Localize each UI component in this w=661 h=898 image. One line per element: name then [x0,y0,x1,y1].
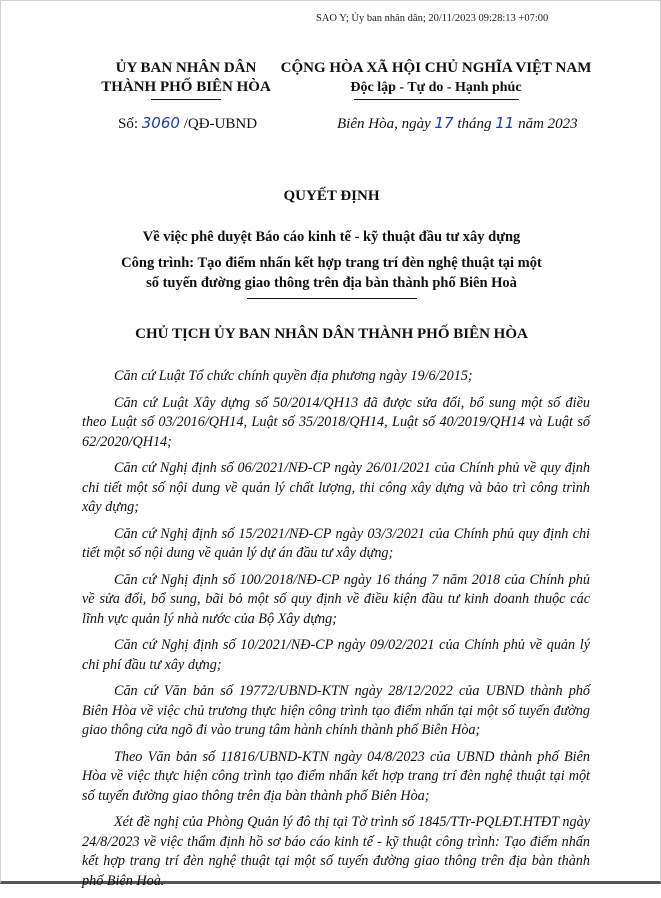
paragraph: Căn cứ Nghị định số 06/2021/NĐ-CP ngày 26/01/2021 của Chính phủ về quy định chi tiết một số nội dung về quản lý chất lượng, thi công xây dựng và bảo trì công trình xây dựng; [82,460,590,515]
paragraph: Căn cứ Nghị định số 10/2021/NĐ-CP ngày 09/02/2021 của Chính phủ về quản lý chi phí đầu tư xây dựng; [82,637,590,673]
number-label: Số: [118,116,139,132]
national-title: CỘNG HÒA XÃ HỘI CHỦ NGHĨA VIỆT NAM [280,60,592,76]
paragraph: Theo Văn bản số 11816/UBND-KTN ngày 04/8/2023 của UBND thành phố Biên Hòa về việc thực hiện công trình tạo điểm nhấn kết hợp trang trí đèn nghệ thuật tại một số tuyến đường giao thông trên địa bàn thành phố Biên Hòa; [82,748,590,804]
document-title: QUYẾT ĐỊNH [283,188,380,204]
number-suffix: /QĐ-UBND [183,116,258,132]
subject-line-1: Về việc phê duyệt Báo cáo kinh tế - kỹ thuật đầu tư xây dựng [142,229,521,245]
agency-line-1: ỦY BAN NHÂN DÂN [115,60,257,76]
national-motto: Độc lập - Tự do - Hạnh phúc [350,80,522,95]
handwritten-number: 3060 [141,114,180,132]
motto-underline [354,99,519,100]
agency-line-2: THÀNH PHỐ BIÊN HÒA [101,79,271,95]
paragraph: Căn cứ Nghị định số 15/2021/NĐ-CP ngày 03/3/2021 của Chính phủ quy định chi tiết một số nội dung về quản lý dự án đầu tư xây dựng; [82,525,590,561]
national-header [271,59,601,100]
handwritten-day: 17 [434,114,454,132]
month-label: tháng [457,116,492,132]
copy-stamp: SAO Y; Ủy ban nhân dân; 20/11/2023 09:28:13 +07:00 [316,13,549,24]
year-label: năm 2023 [518,116,578,132]
document-subject [1,227,661,299]
handwritten-month: 11 [495,114,515,132]
agency-underline [151,99,221,100]
paragraph: Căn cứ Luật Xây dựng số 50/2014/QH13 đã được sửa đổi, bổ sung một số điều theo Luật số 03/2016/QH14, Luật số 35/2018/QH14, Luật số 40/2019/QH14 và Luật số 62/2020/QH14; [82,394,590,450]
paragraph: Căn cứ Văn bản số 19772/UBND-KTN ngày 28/12/2022 của UBND thành phố Biên Hòa về việc chủ trương thực hiện công trình tạo điểm nhấn tại một số tuyến đường giao thông cửa ngõ đi vào trung tâm hành chính thành phố Biên Hòa; [82,683,590,738]
document-date [337,114,578,133]
subject-underline [247,298,417,299]
legal-basis [82,367,590,898]
authority-heading: CHỦ TỊCH ỦY BAN NHÂN DÂN THÀNH PHỐ BIÊN HÒA [135,326,528,342]
issuing-agency [96,59,276,100]
date-prefix: Biên Hòa, ngày [337,116,431,132]
document-number [118,114,257,133]
paragraph: Căn cứ Nghị định số 100/2018/NĐ-CP ngày 16 tháng 7 năm 2018 của Chính phủ về sửa đổi, bổ sung, bãi bỏ một số quy định về điều kiện đầu tư kinh doanh thuộc các lĩnh vực quản lý nhà nước của Bộ Xây dựng; [82,571,590,627]
paragraph: Xét đề nghị của Phòng Quản lý đô thị tại Tờ trình số 1845/TTr-PQLĐT.HTĐT ngày 24/8/2023 về việc thẩm định hồ sơ báo cáo kinh tế - kỹ thuật công trình: Tạo điểm nhấn kết hợp trang trí đèn nghệ thuật tại một số tuyến đường giao thông trên địa bàn thành phố Biên Hoà. [82,814,590,889]
paragraph: Căn cứ Luật Tổ chức chính quyền địa phương ngày 19/6/2015; [114,368,473,384]
subject-line-2: Công trình: Tạo điểm nhấn kết hợp trang trí đèn nghệ thuật tại một số tuyến đường giao thông trên địa bàn thành phố Biên Hoà [121,255,542,291]
